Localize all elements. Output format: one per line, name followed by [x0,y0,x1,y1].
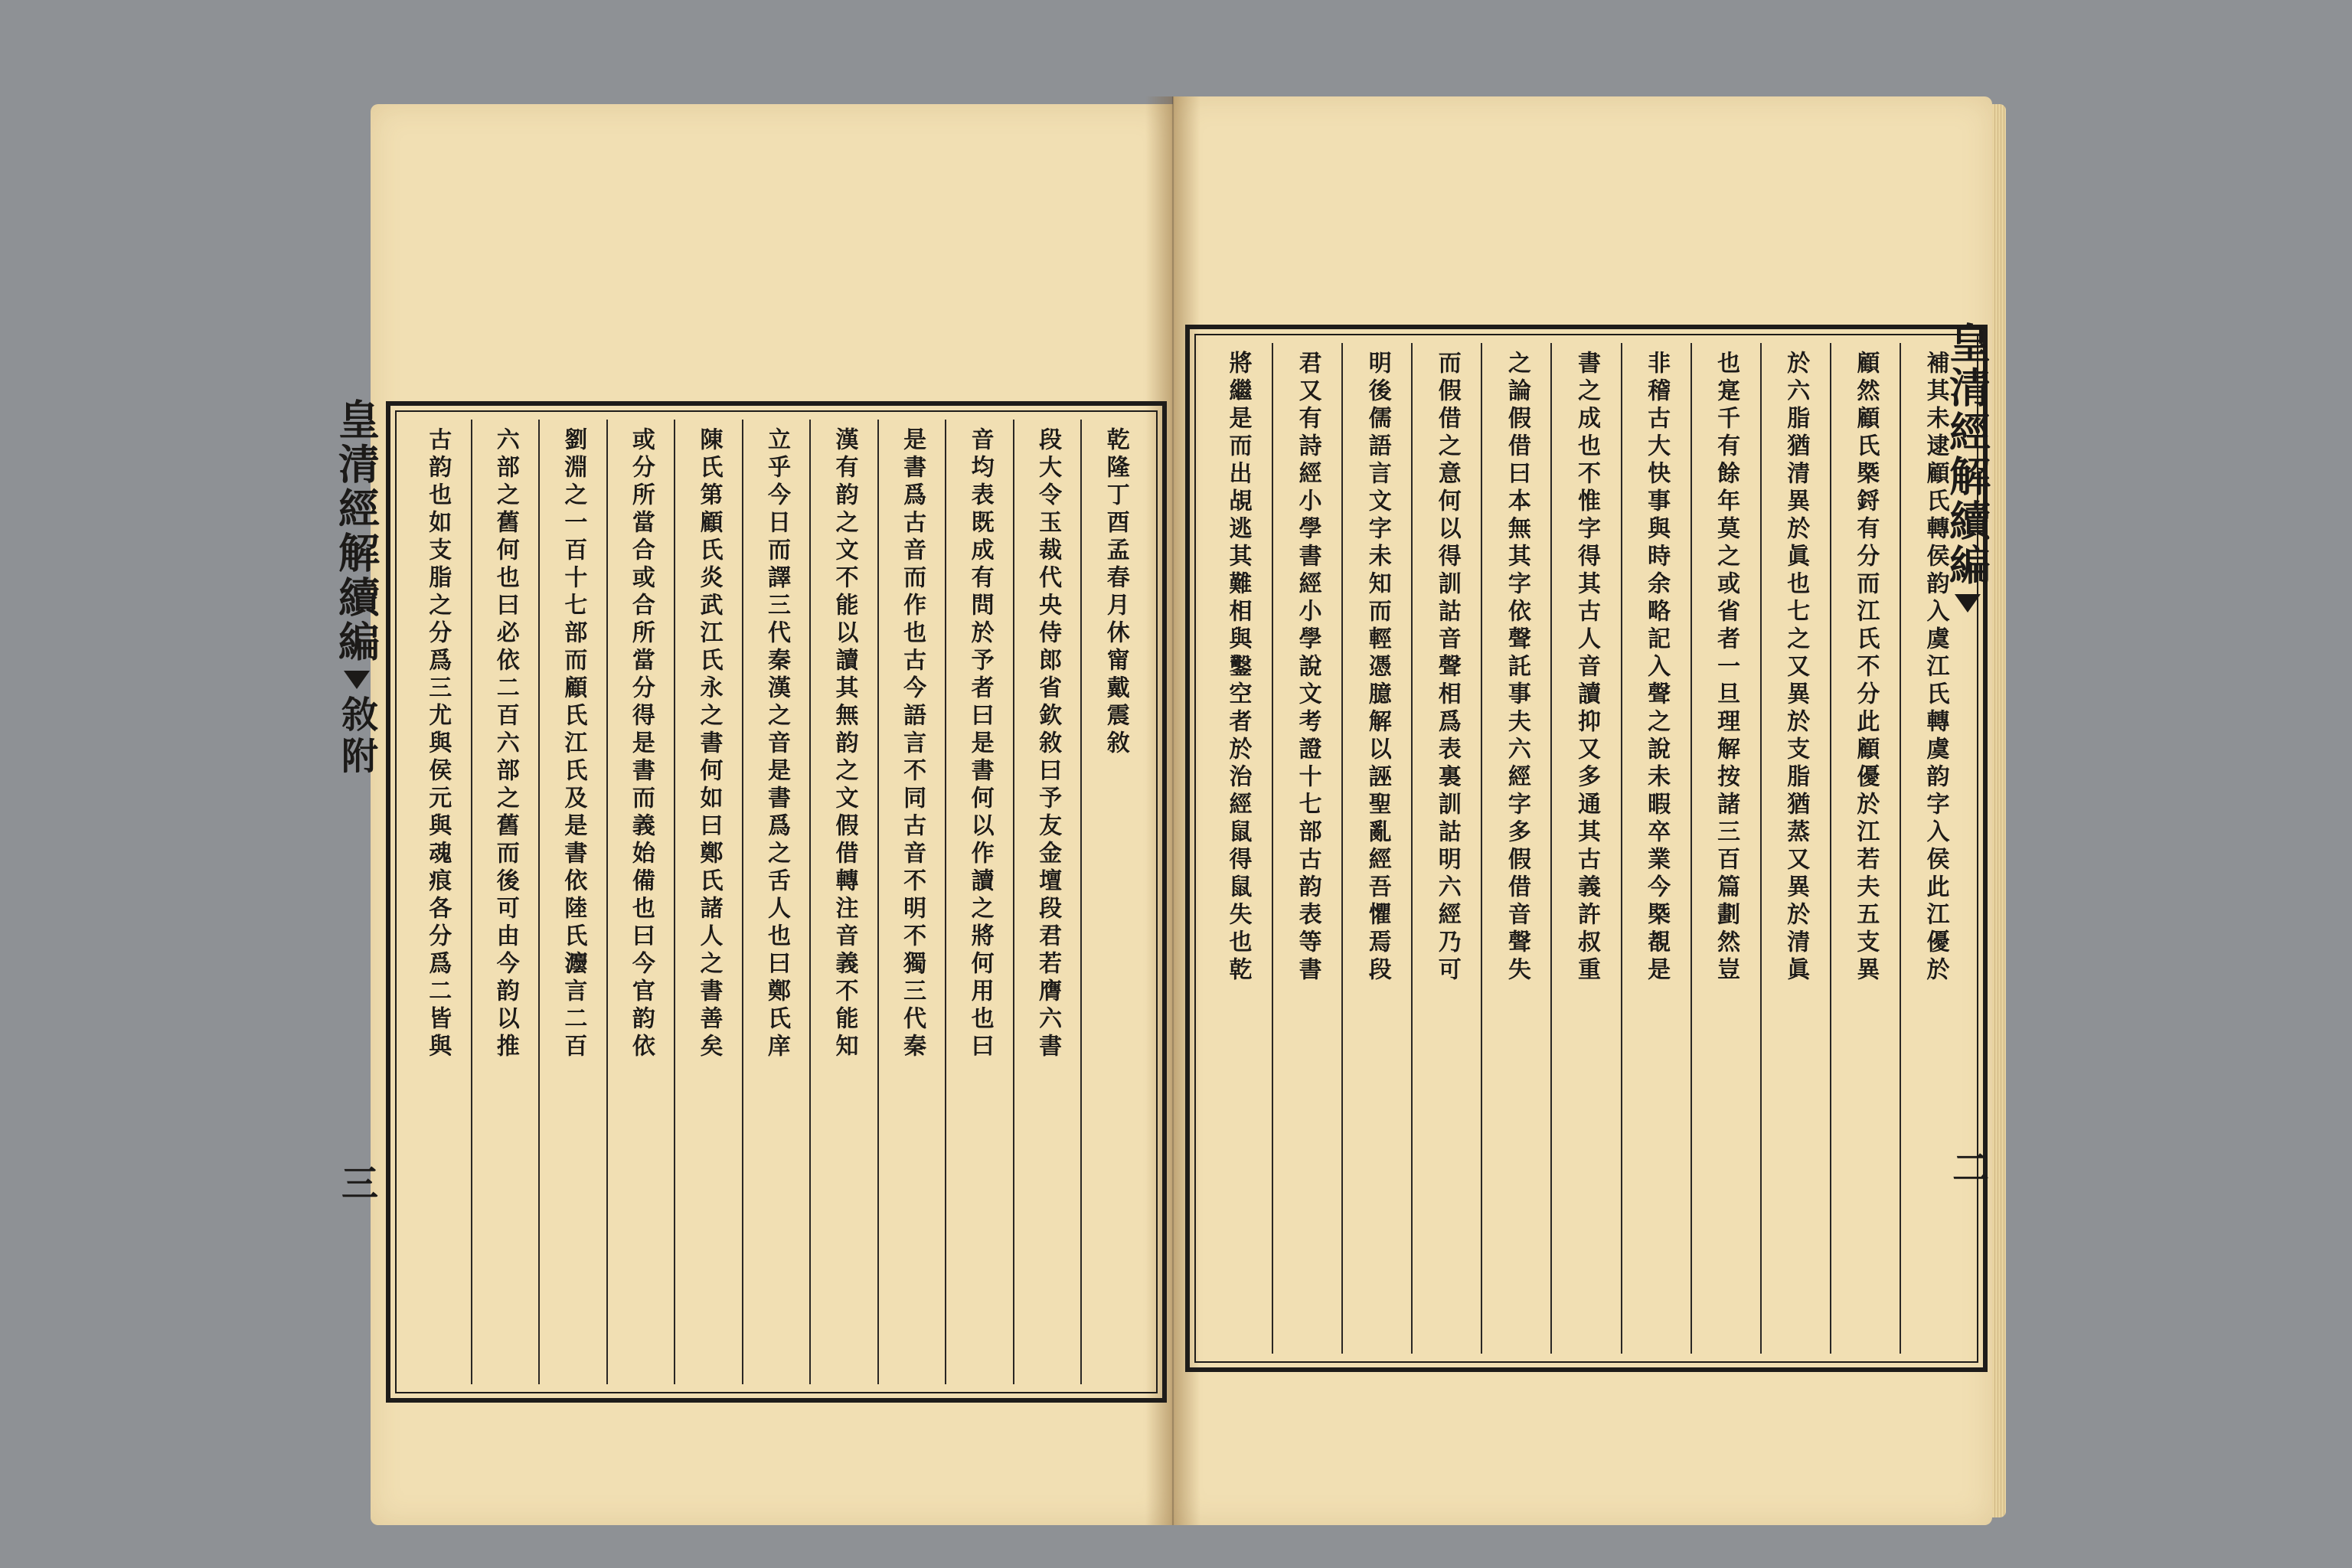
text-column [1411,343,1481,1354]
left-banxin [334,398,380,1393]
column-text: 古韵也如支脂之分爲三尤與侯元與魂痕各分爲二皆與 [424,427,452,1061]
text-column [1481,343,1550,1354]
column-text: 明後儒語言文字未知而輕憑臆解以誣聖亂經吾懼焉段 [1364,351,1391,985]
column-text: 是書爲古音而作也古今語言不同古音不明不獨三代秦 [899,427,926,1061]
column-text: 將繼是而出覘逃其難相與鑿空者於治經鼠得鼠失也乾 [1224,351,1252,985]
text-column [1621,343,1690,1354]
show-through-ink [1087,153,1148,205]
column-text: 君又有詩經小學書經小學說文考證十七部古韵表等書 [1294,351,1321,985]
text-column [877,420,946,1384]
column-text: 書之成也不惟字得其古人音讀抑又多通其古義許叔重 [1573,351,1600,985]
text-column [1080,420,1148,1384]
column-text: 或分所當合或合所當分得是書而義始備也曰今官韵依 [627,427,655,1061]
left-text-frame [386,401,1167,1403]
text-column [404,420,471,1384]
text-column [1550,343,1620,1354]
column-text: 補其未逮顧氏轉侯韵入虞江氏轉虞韵字入侯此江優於 [1922,351,1949,985]
text-column [606,420,675,1384]
column-text: 於六脂猶清異於眞也七之又異於支脂猶蒸又異於清眞 [1782,351,1810,985]
text-column [742,420,810,1384]
text-column [1690,343,1760,1354]
column-text: 音均表既成有問於予者曰是書何以作讀之將何用也曰 [966,427,994,1061]
text-column [1272,343,1341,1354]
column-text: 顧然顧氏槩鋝有分而江氏不分此顧優於江若夫五支異 [1852,351,1880,985]
column-text: 立乎今日而譯三代秦漢之音是書爲之舌人也曰鄭氏庠 [763,427,790,1061]
fish-tail-mark-icon [344,671,370,689]
book-title: 皇清經解續編 [332,398,381,665]
right-text-frame [1185,325,1988,1372]
folio-number: 三 [335,1164,378,1200]
text-column [1204,343,1272,1354]
right-banxin [1942,322,1992,1363]
text-column [674,420,742,1384]
column-text: 而假借之意何以得訓詁音聲相爲表裏訓詁明六經乃可 [1433,351,1461,985]
folio-number: 二 [1945,1148,1989,1185]
section-label: 敘附 [335,695,378,778]
book-title: 皇清經解續編 [1942,322,1992,588]
column-text: 也寔千有餘年莫之或省者一旦理解按諸三百篇劃然豈 [1713,351,1740,985]
column-text: 劉淵之一百十七部而顧氏江氏及是書依陸氏灋言二百 [560,427,587,1061]
text-column [1341,343,1411,1354]
column-text: 非稽古大快事與時余略記入聲之說未暇卒業今槩覩是 [1643,351,1671,985]
text-column [538,420,606,1384]
text-column [1830,343,1900,1354]
left-columns [404,420,1148,1384]
column-text: 六部之舊何也曰必依二百六部之舊而後可由今韵以推 [492,427,519,1061]
text-column [1013,420,1081,1384]
column-text: 之論假借曰本無其字依聲託事夫六經字多假借音聲失 [1503,351,1530,985]
column-text: 漢有韵之文不能以讀其無韵之文假借轉注音義不能知 [831,427,858,1061]
text-column [809,420,877,1384]
text-column [1760,343,1830,1354]
column-text: 陳氏第顧氏炎武江氏永之書何如曰鄭氏諸人之書善矣 [695,427,723,1061]
text-column [471,420,539,1384]
page-edge-stack [1992,104,2006,1517]
fish-tail-mark-icon [1955,594,1981,612]
text-column [945,420,1013,1384]
column-text: 乾隆丁酉孟春月休甯戴震敘 [1102,427,1129,758]
column-text: 段大令玉裁代央侍郎省欽敘曰予友金壇段君若膺六書 [1034,427,1062,1061]
right-columns [1204,343,1969,1354]
